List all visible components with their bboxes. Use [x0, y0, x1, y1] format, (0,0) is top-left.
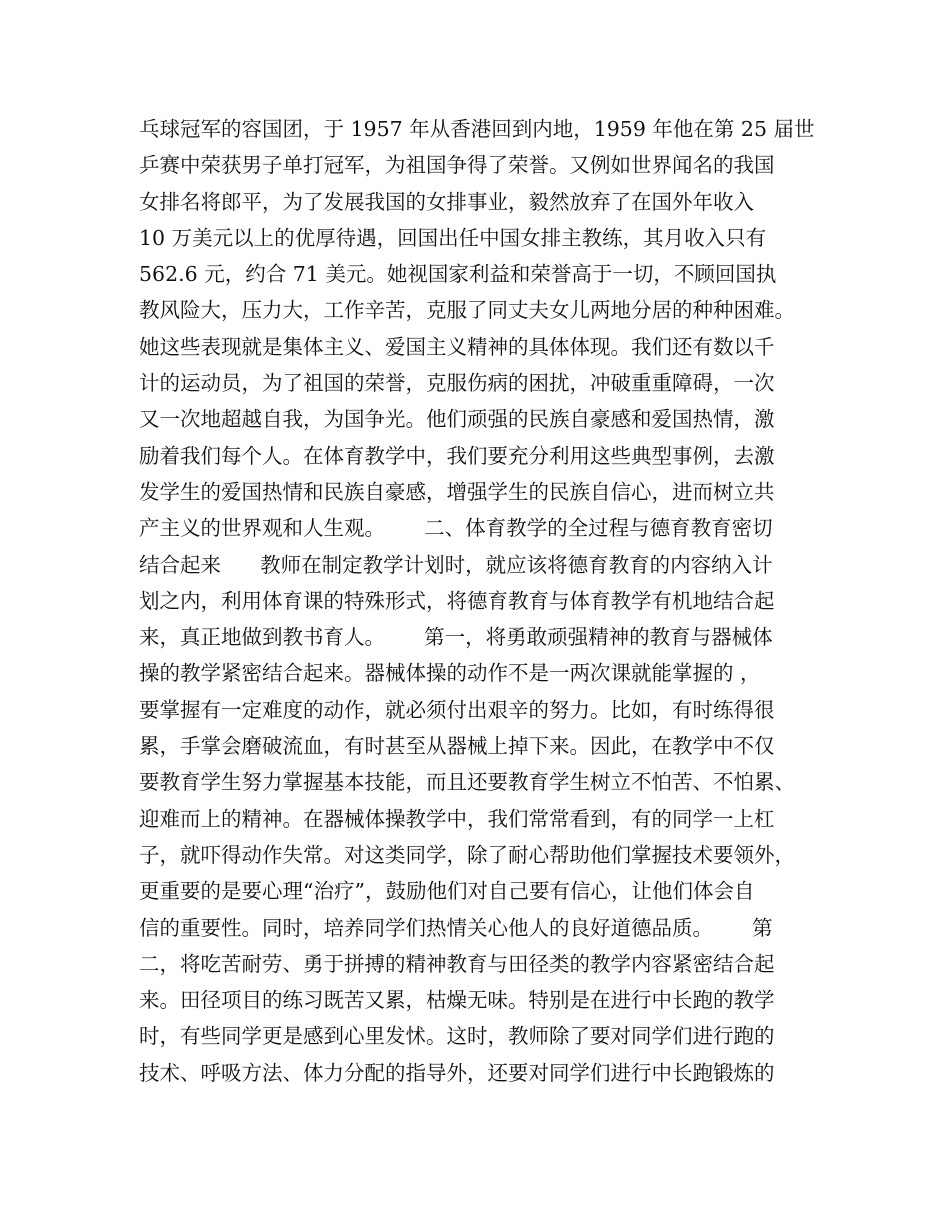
text-line: 累，手掌会磨破流血，有时甚至从器械上掉下来。因此，在教学中不仅: [139, 734, 775, 759]
text-line: 又一次地超越自我，为国争光。他们顽强的民族自豪感和爱国热情，激: [139, 407, 775, 432]
text-line: 她这些表现就是集体主义、爱国主义精神的具体体现。我们还有数以千: [139, 334, 775, 359]
text-line: 要掌握有一定难度的动作，就必须付出艰辛的努力。比如，有时练得很: [139, 697, 775, 722]
text-line: 教风险大，压力大，工作辛苦，克服了同丈夫女儿两地分居的种种困难。: [139, 298, 795, 323]
text-line: 要教育学生努力掌握基本技能，而且还要教育学生树立不怕苦、不怕累、: [139, 770, 795, 795]
text-line: 来。田径项目的练习既苦又累，枯燥无味。特别是在进行中长跑的教学: [139, 988, 775, 1013]
text-line: 乒赛中荣获男子单打冠军，为祖国争得了荣誉。又例如世界闻名的我国: [139, 153, 775, 178]
text-line: 发学生的爱国热情和民族自豪感，增强学生的民族自信心，进而树立共: [139, 479, 775, 504]
text-line: 乓球冠军的容国团，于 1957 年从香港回到内地，1959 年他在第 25 届世: [139, 117, 815, 141]
text-line: 子，就吓得动作失常。对这类同学，除了耐心帮助他们掌握技术要领外，: [139, 842, 795, 867]
text-line: 产主义的世界观和人生观。 二、体育教学的全过程与德育教育密切: [139, 516, 773, 541]
text-line: 迎难而上的精神。在器械体操教学中，我们常常看到，有的同学一上杠: [139, 806, 775, 831]
text-line: 计的运动员，为了祖国的荣誉，克服伤病的困扰，冲破重重障碍，一次: [139, 371, 775, 396]
text-line: 信的重要性。同时，培养同学们热情关心他人的良好道德品质。 第: [139, 915, 773, 940]
text-line: 562.6 元，约合 71 美元。她视国家利益和荣誉高于一切，不顾回国执: [139, 262, 777, 287]
text-line: 划之内，利用体育课的特殊形式，将德育教育与体育教学有机地结合起: [139, 588, 775, 613]
body-text: [139, 111, 829, 1091]
text-line: 女排名将郎平，为了发展我国的女排事业，毅然放弃了在国外年收入: [139, 189, 754, 214]
text-line: 操的教学紧密结合起来。器械体操的动作不是一两次课就能掌握的 ，: [139, 661, 761, 686]
text-line: 二，将吃苦耐劳、勇于拼搏的精神教育与田径类的教学内容紧密结合起: [139, 951, 775, 976]
text-line: 励着我们每个人。在体育教学中，我们要充分利用这些典型事例，去激: [139, 443, 775, 468]
text-line: 技术、呼吸方法、体力分配的指导外，还要对同学们进行中长跑锻炼的: [139, 1060, 775, 1085]
text-line: 更重要的是要心理“治疗”，鼓励他们对自己要有信心，让他们体会自: [139, 879, 755, 904]
text-line: 时，有些同学更是感到心里发怵。这时，教师除了要对同学们进行跑的: [139, 1024, 775, 1049]
text-line: 10 万美元以上的优厚待遇，回国出任中国女排主教练，其月收入只有: [139, 225, 767, 250]
text-line: 结合起来 教师在制定教学计划时，就应该将德育教育的内容纳入计: [139, 552, 773, 577]
text-line: 来，真正地做到教书育人。 第一，将勇敢顽强精神的教育与器械体: [139, 625, 773, 650]
